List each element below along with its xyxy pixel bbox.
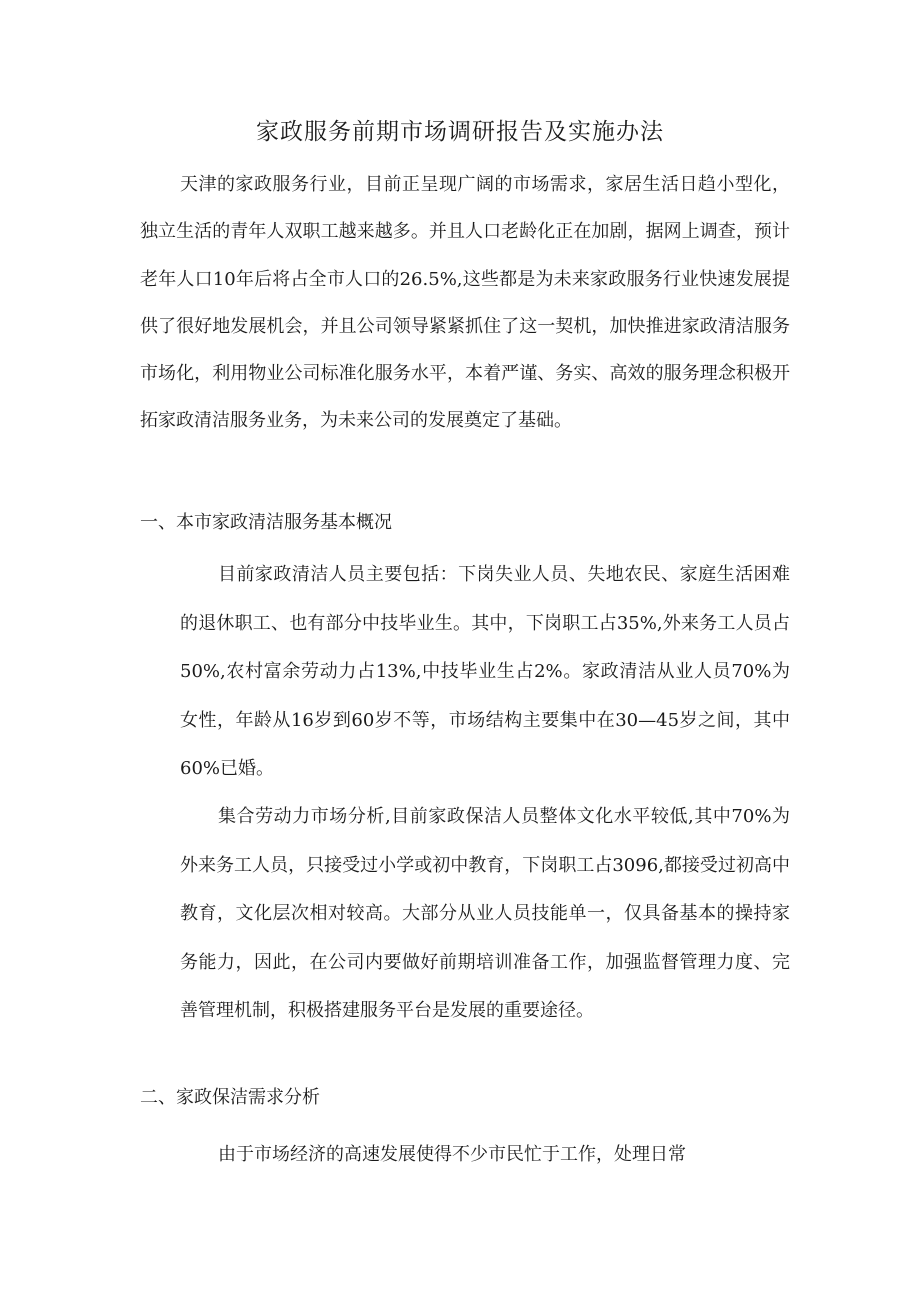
section-1-paragraph-2: 集合劳动力市场分析,目前家政保洁人员整体文化水平较低,其中70%为外来务工人员，只接受过小学或初中教育，下岗职工占3096,都接受过初高中教育，文化层次相对较高。大部分从业人员技能单一，仅具备基本的操持家务能力，因此，在公司内要做好前期培训准备工作，加强监督管理力度、完善管理机制，积极搭建服务平台是发展的重要途径。 — [180, 806, 790, 1021]
section-2-paragraph-1: 由于市场经济的高速发展使得不少市民忙于工作，处理日常 — [218, 1144, 686, 1165]
section-1-paragraph-1: 目前家政清洁人员主要包括：下岗失业人员、失地农民、家庭生活困难的退休职工、也有部分中技毕业生。其中，下岗职工占35%,外来务工人员占50%,农村富余劳动力占13%,中技毕业生占2%。家政清洁从业人员70%为女性，年龄从16岁到60岁不等，市场结构主要集中在30—45岁之间，其中60%已婚。 — [180, 564, 790, 779]
section-heading-1: 一、本市家政清洁服务基本概况 — [140, 512, 392, 533]
intro-paragraph: 天津的家政服务行业，目前正呈现广阔的市场需求，家居生活日趋小型化，独立生活的青年人双职工越来越多。并且人口老龄化正在加剧，据网上调查，预计老年人口10年后将占全市人口的26.5%,这些都是为未来家政服务行业快速发展提供了很好地发展机会，并且公司领导紧紧抓住了这一契机，加快推进家政清洁服务市场化，利用物业公司标准化服务水平，本着严谨、务实、高效的服务理念积极开拓家政清洁服务业务，为未来公司的发展奠定了基础。 — [140, 174, 790, 432]
document-title: 家政服务前期市场调研报告及实施办法 — [256, 119, 664, 145]
section-heading-2: 二、家政保洁需求分析 — [140, 1087, 320, 1108]
